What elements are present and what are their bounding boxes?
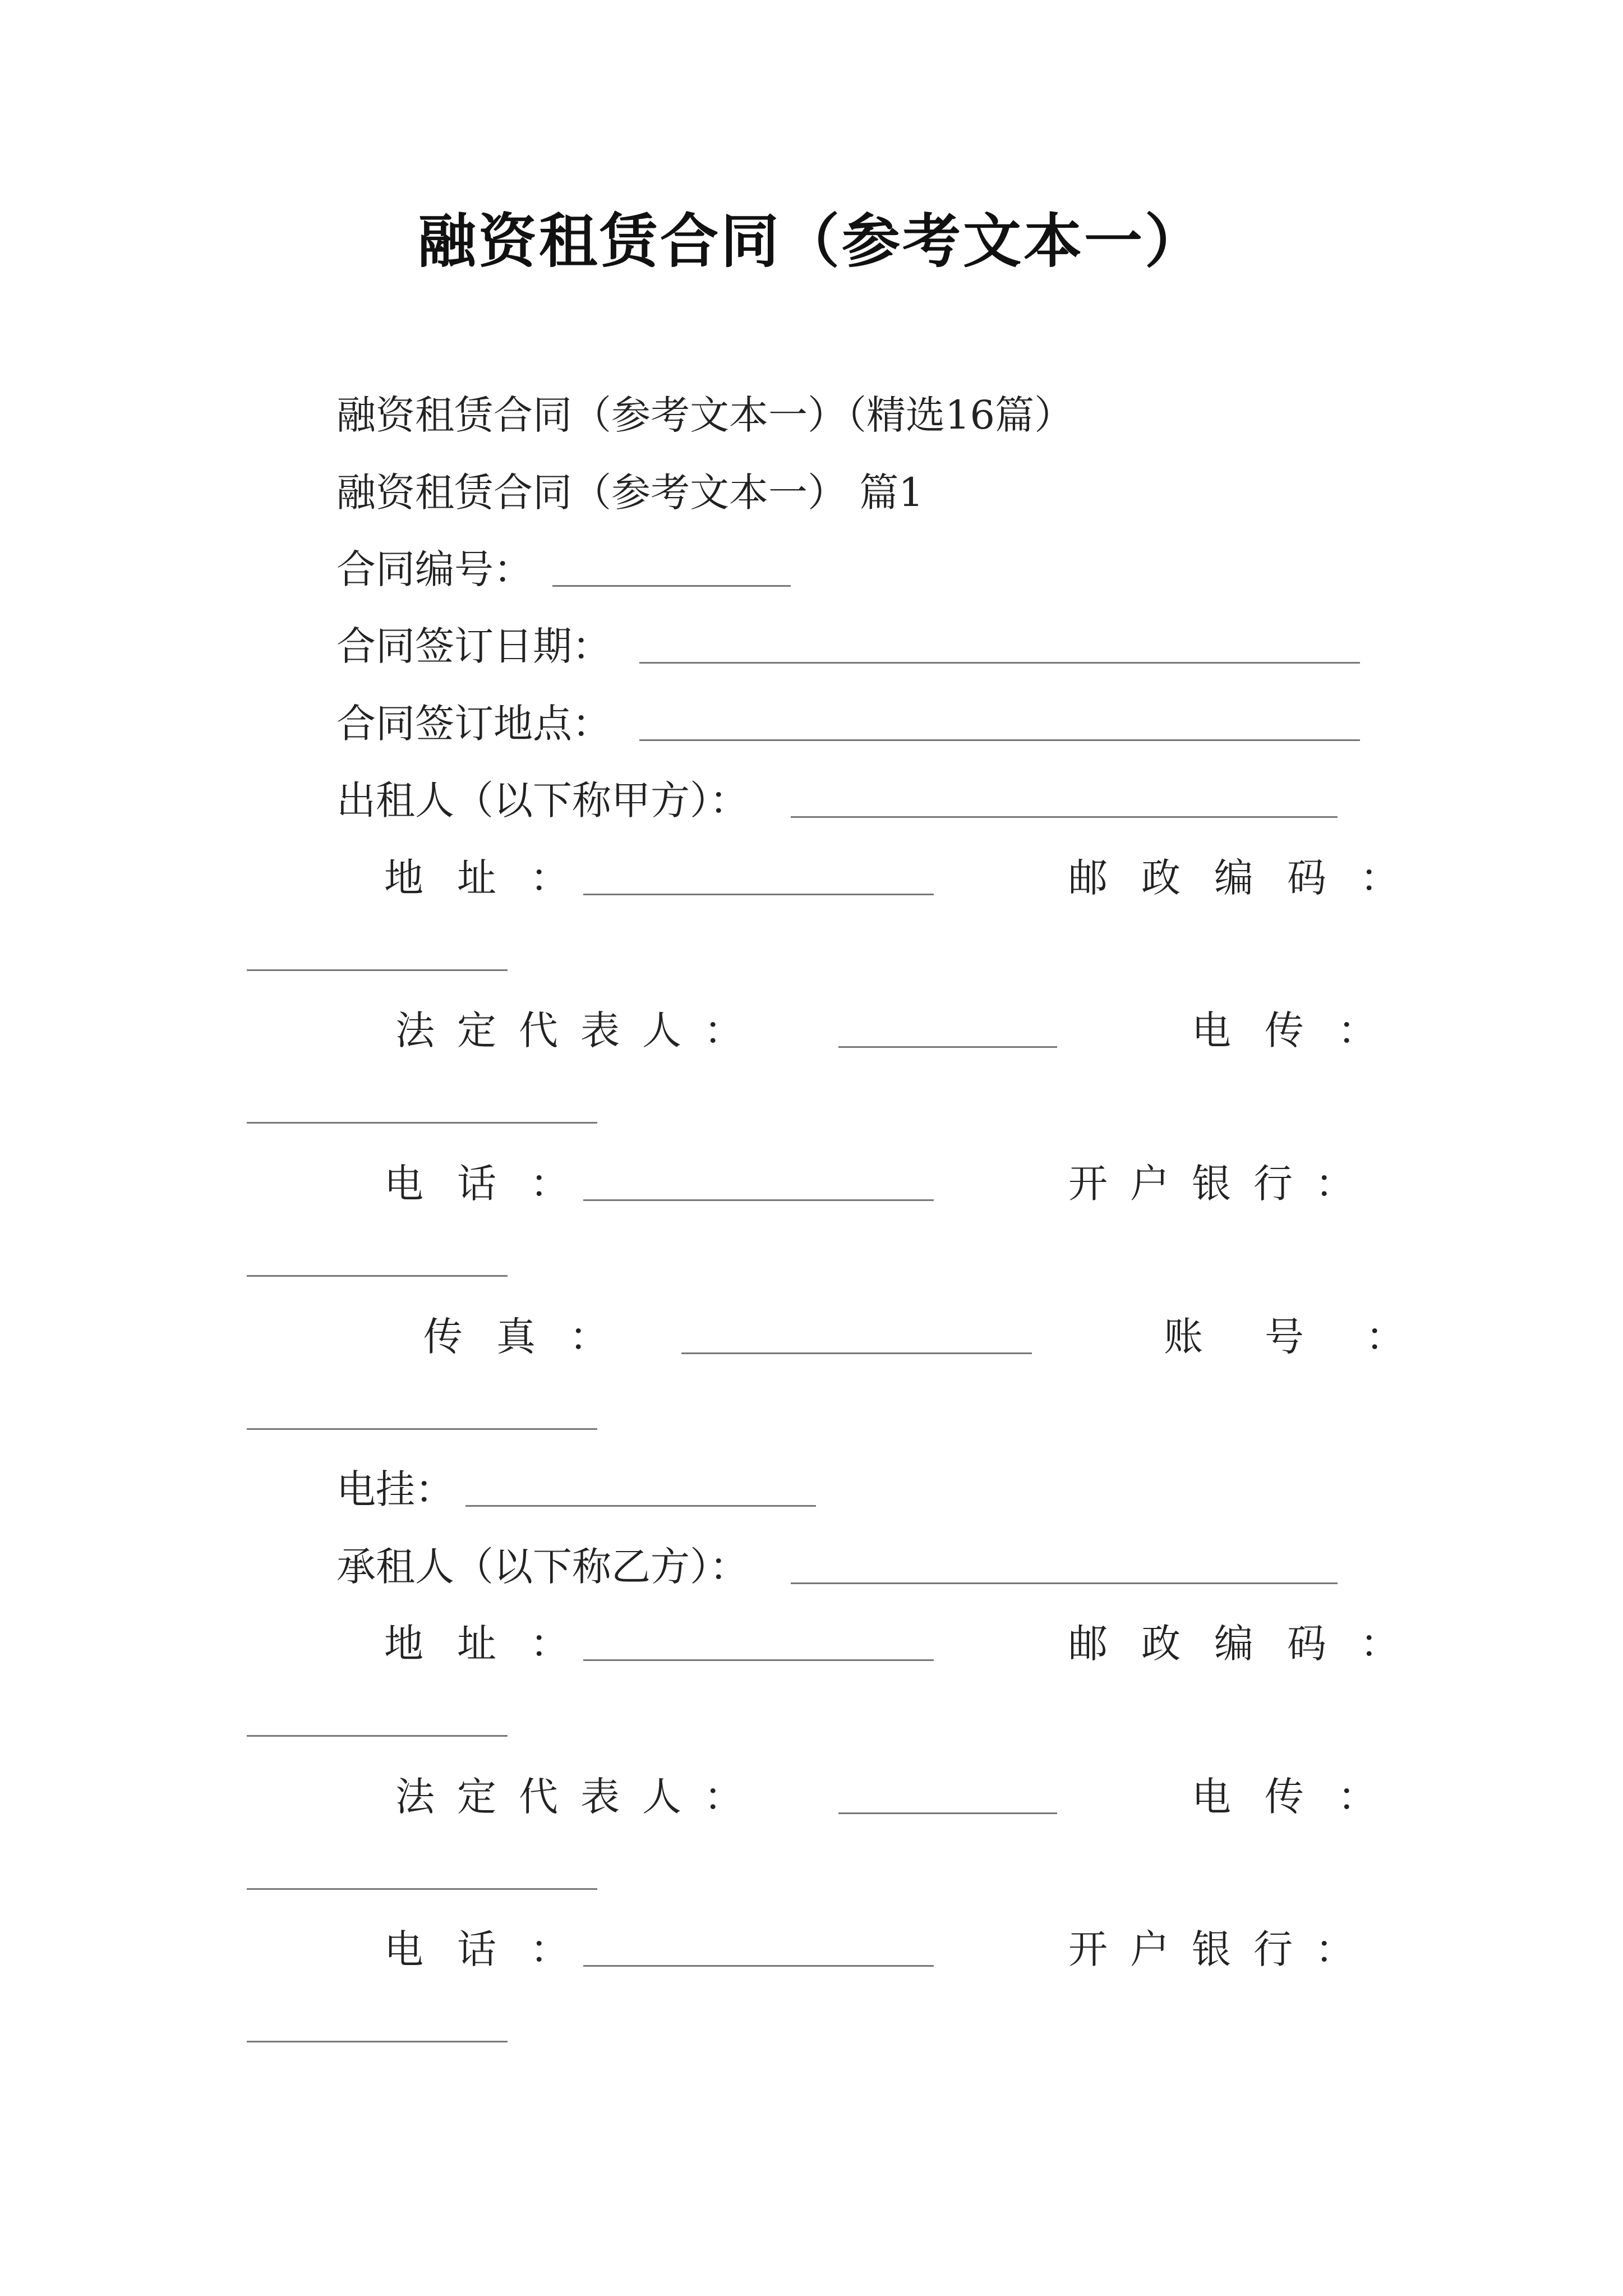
contract-number-blank [552, 585, 791, 587]
lessor-cable-label: 电挂： [336, 1466, 454, 1512]
lessor-telegraph-label: 电传： [1192, 1007, 1410, 1053]
lessor-name-blank [791, 816, 1338, 818]
sign-date-blank [639, 662, 1360, 664]
lessee-name-blank [791, 1582, 1338, 1584]
sign-date-label: 合同签订日期： [336, 623, 611, 669]
lessor-account-blank [247, 1428, 597, 1430]
lessor-legal-rep-blank [838, 1046, 1057, 1048]
lessee-telegraph-blank [247, 1888, 597, 1890]
lessor-bank-label: 开户银行： [1068, 1161, 1377, 1207]
lessor-account-label: 账号： [1164, 1314, 1467, 1360]
lessor-bank-blank [247, 1275, 508, 1277]
lessee-postcode-blank [247, 1735, 508, 1737]
lessee-telegraph-label: 电传： [1192, 1774, 1410, 1820]
lessee-phone-label: 电话： [384, 1926, 603, 1972]
lessor-phone-label: 电话： [384, 1161, 603, 1207]
lessee-address-blank [583, 1659, 934, 1661]
lessor-address-blank [583, 894, 934, 895]
lessor-heading: 出租人（以下称甲方）： [336, 777, 749, 823]
contract-number-label: 合同编号： [336, 546, 533, 592]
lessor-postcode-blank [247, 969, 508, 971]
lessee-heading: 承租人（以下称乙方）： [336, 1544, 749, 1590]
lessor-telegraph-blank [247, 1122, 597, 1124]
lessee-bank-label: 开户银行： [1068, 1926, 1377, 1972]
sign-place-label: 合同签订地点： [336, 701, 611, 747]
lessee-legal-rep-label: 法定代表人： [395, 1774, 766, 1820]
lessee-phone-blank [583, 1965, 934, 1967]
document-title: 融资租赁合同（参考文本一） [417, 206, 1205, 275]
lessor-fax-blank [681, 1352, 1032, 1354]
lessor-phone-blank [583, 1199, 934, 1201]
lessor-postcode-label: 邮政编码： [1068, 855, 1433, 901]
section-heading: 融资租赁合同（参考文本一） 篇1 [336, 470, 924, 516]
lessee-postcode-label: 邮政编码： [1068, 1621, 1433, 1667]
lessor-fax-label: 传真： [423, 1314, 642, 1360]
lessor-legal-rep-label: 法定代表人： [395, 1007, 766, 1053]
lessee-address-label: 地址： [384, 1621, 603, 1667]
document-subtitle: 融资租赁合同（参考文本一）（精选16篇） [336, 392, 1074, 438]
lessor-cable-blank [465, 1505, 816, 1507]
lessee-bank-blank [247, 2041, 508, 2042]
sign-place-blank [639, 739, 1360, 741]
lessee-legal-rep-blank [838, 1812, 1057, 1814]
lessor-address-label: 地址： [384, 855, 603, 901]
